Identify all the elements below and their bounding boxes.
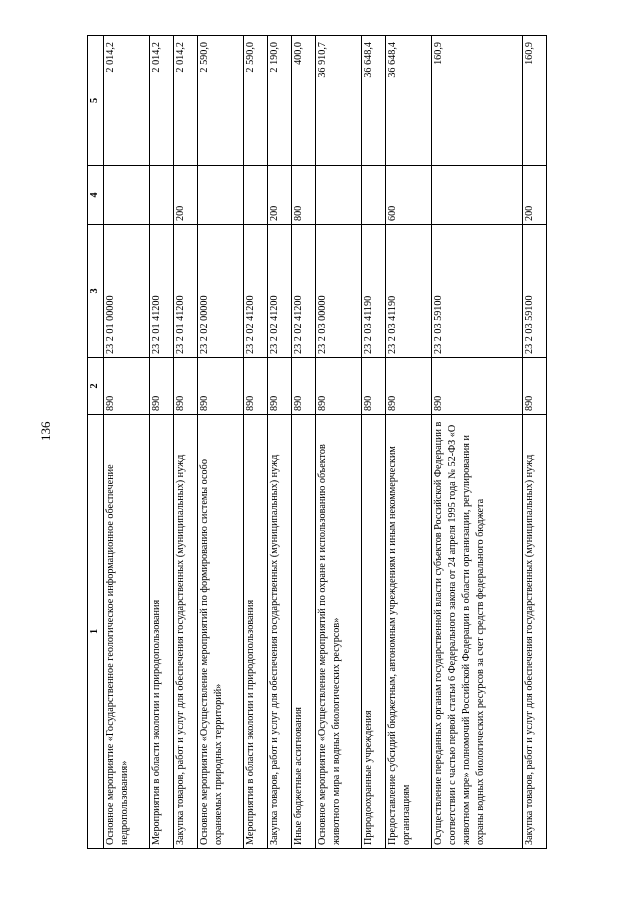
cell-grbs: 890: [174, 358, 198, 415]
cell-name: Мероприятия в области экологии и природопользования: [244, 415, 268, 849]
cell-name: Закупка товаров, работ и услуг для обеспечения государственных (муниципальных) нужд: [268, 415, 292, 849]
table-row: [268, 36, 292, 849]
table-row: [432, 36, 523, 849]
cell-amount: 2 190,0: [268, 36, 292, 166]
cell-grbs: 890: [523, 358, 547, 415]
cell-expense-type: [244, 166, 268, 225]
table-header-row: [88, 36, 104, 849]
cell-target-article: 23 2 02 41200: [268, 225, 292, 358]
table-row: [362, 36, 386, 849]
column-header: 4: [88, 166, 104, 225]
cell-name: Закупка товаров, работ и услуг для обеспечения государственных (муниципальных) нужд: [174, 415, 198, 849]
cell-target-article: 23 2 01 41200: [150, 225, 174, 358]
cell-name: Предоставление субсидий бюджетным, автономным учреждениям и иным некоммерческим организациям: [386, 415, 432, 849]
cell-grbs: 890: [268, 358, 292, 415]
cell-amount: 36 910,7: [315, 36, 361, 166]
cell-grbs: 890: [432, 358, 523, 415]
table-row: [244, 36, 268, 849]
table-row: [198, 36, 244, 849]
rotated-table-container: [87, 36, 547, 849]
cell-grbs: 890: [386, 358, 432, 415]
cell-grbs: 890: [362, 358, 386, 415]
table-row: [315, 36, 361, 849]
cell-expense-type: 200: [268, 166, 292, 225]
cell-name: Основное мероприятие «Государственное геологическое информационное обеспечение недропользования»: [104, 415, 150, 849]
cell-grbs: 890: [244, 358, 268, 415]
cell-amount: 2 590,0: [244, 36, 268, 166]
cell-expense-type: [150, 166, 174, 225]
table-row: [292, 36, 316, 849]
cell-target-article: 23 2 01 41200: [174, 225, 198, 358]
cell-expense-type: 200: [523, 166, 547, 225]
cell-target-article: 23 2 02 41200: [292, 225, 316, 358]
cell-amount: 400,0: [292, 36, 316, 166]
cell-target-article: 23 2 02 00000: [198, 225, 244, 358]
cell-amount: 160,9: [432, 36, 523, 166]
cell-grbs: 890: [150, 358, 174, 415]
cell-target-article: 23 2 01 00000: [104, 225, 150, 358]
cell-name: Мероприятия в области экологии и природопользования: [150, 415, 174, 849]
table-row: [104, 36, 150, 849]
cell-target-article: 23 2 03 59100: [523, 225, 547, 358]
cell-amount: 36 648,4: [362, 36, 386, 166]
cell-grbs: 890: [292, 358, 316, 415]
cell-name: Закупка товаров, работ и услуг для обеспечения государственных (муниципальных) нужд: [523, 415, 547, 849]
column-header: 5: [88, 36, 104, 166]
cell-name: Иные бюджетные ассигнования: [292, 415, 316, 849]
cell-name: Основное мероприятие «Осуществление мероприятий по формированию системы особо охраняемых природных территорий»: [198, 415, 244, 849]
cell-expense-type: [315, 166, 361, 225]
cell-expense-type: [432, 166, 523, 225]
cell-amount: 160,9: [523, 36, 547, 166]
cell-expense-type: 600: [386, 166, 432, 225]
cell-target-article: 23 2 03 41190: [362, 225, 386, 358]
cell-expense-type: [362, 166, 386, 225]
cell-grbs: 890: [104, 358, 150, 415]
page-number: 136: [38, 421, 53, 441]
cell-amount: 2 014,2: [150, 36, 174, 166]
cell-target-article: 23 2 03 00000: [315, 225, 361, 358]
cell-amount: 2 014,2: [104, 36, 150, 166]
column-header: 2: [88, 358, 104, 415]
budget-table: [87, 35, 547, 849]
table-row: [523, 36, 547, 849]
cell-name: Основное мероприятие «Осуществление мероприятий по охране и использованию объектов животного мира и водных биологических ресурсов»: [315, 415, 361, 849]
table-row: [150, 36, 174, 849]
cell-grbs: 890: [315, 358, 361, 415]
column-header: 3: [88, 225, 104, 358]
cell-target-article: 23 2 03 59100: [432, 225, 523, 358]
cell-name: Природоохранные учреждения: [362, 415, 386, 849]
cell-expense-type: [198, 166, 244, 225]
cell-amount: 2 014,2: [174, 36, 198, 166]
cell-grbs: 890: [198, 358, 244, 415]
cell-name: Осуществление переданных органам государственной власти субъектов Российской Федерации в соответствии с частью первой статьи 6 Федерального закона от 24 апреля 1995 года № 52-ФЗ «О животном мире» полномочий Российской Федерации в области организации, регулирования и охраны водных биологических ресурсов за счет средств федерального бюджета: [432, 415, 523, 849]
cell-expense-type: 200: [174, 166, 198, 225]
cell-expense-type: [104, 166, 150, 225]
cell-amount: 36 648,4: [386, 36, 432, 166]
cell-target-article: 23 2 03 41190: [386, 225, 432, 358]
table-row: [386, 36, 432, 849]
cell-amount: 2 590,0: [198, 36, 244, 166]
cell-target-article: 23 2 02 41200: [244, 225, 268, 358]
cell-expense-type: 800: [292, 166, 316, 225]
table-row: [174, 36, 198, 849]
column-header: 1: [88, 415, 104, 849]
